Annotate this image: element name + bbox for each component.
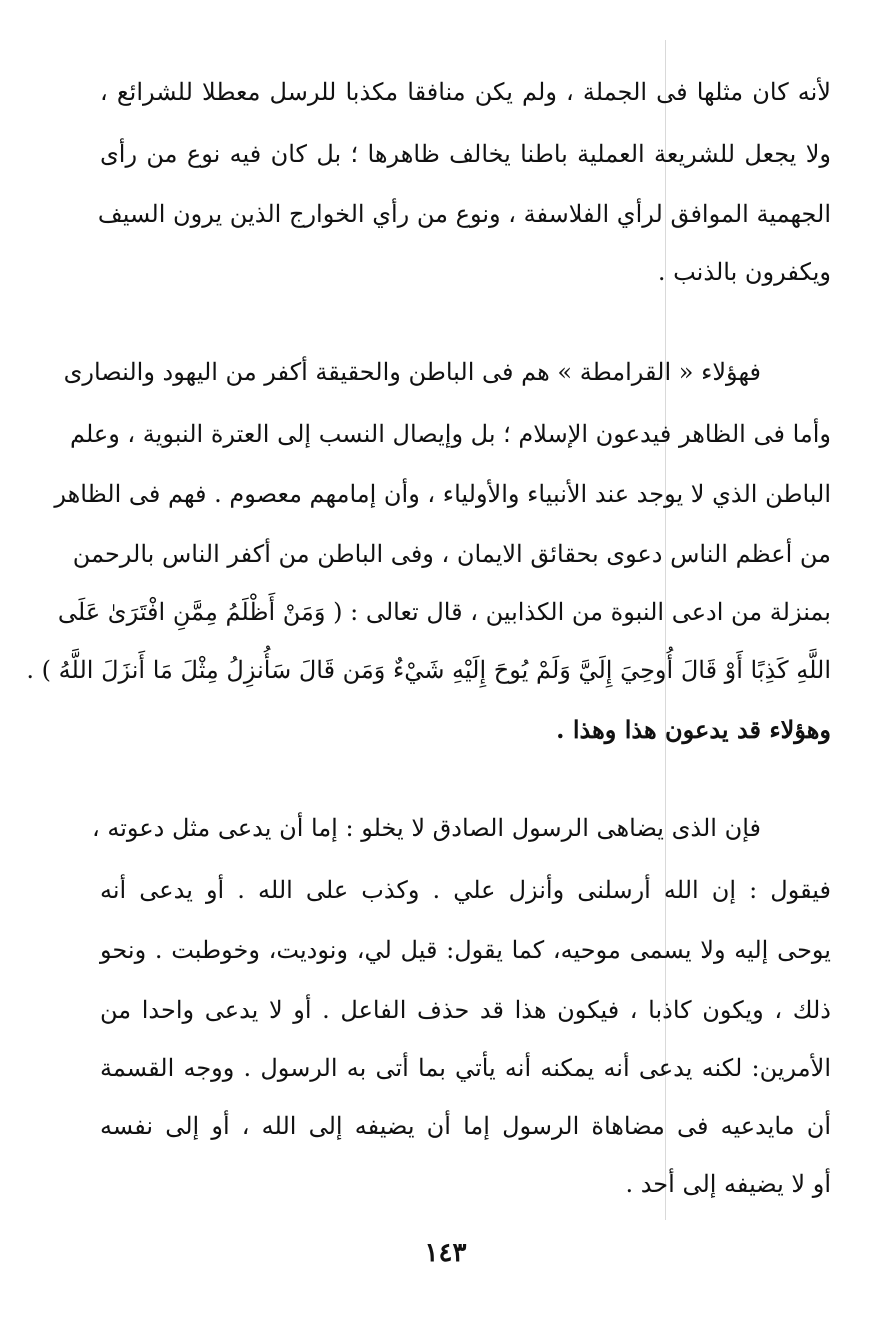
page-number: ١٤٣: [424, 1238, 467, 1268]
text-line: ويكفرون بالذنب .: [657, 258, 831, 286]
text-line: فيقول : إن الله أرسلنى وأنزل علي . وكذب على الله . أو يدعى أنه: [100, 876, 831, 904]
quran-verse-line: اللَّهِ كَذِبًا أَوْ قَالَ أُوحِيَ إِلَيَّ وَلَمْ يُوحَ إِلَيْهِ شَيْءٌ وَمَن قَالَ سَأُنزِلُ مِثْلَ مَا أَنزَلَ اللَّهُ ) .: [26, 656, 831, 684]
text-line: الباطن الذي لا يوجد عند الأنبياء والأولياء ، وأن إمامهم معصوم . فهم فى الظاهر: [54, 480, 831, 508]
text-line: بمنزلة من ادعى النبوة من الكذابين ، قال تعالى : ( وَمَنْ أَظْلَمُ مِمَّنِ افْتَرَىٰ عَلَى: [57, 598, 831, 626]
text-line: أن مايدعيه فى مضاهاة الرسول إما أن يضيفه إلى الله ، أو إلى نفسه: [100, 1112, 831, 1140]
text-line: أو لا يضيفه إلى أحد .: [625, 1170, 831, 1198]
text-line: فإن الذى يضاهى الرسول الصادق لا يخلو : إما أن يدعى مثل دعوته ،: [92, 814, 761, 842]
text-line: ذلك ، ويكون كاذبا ، فيكون هذا قد حذف الفاعل . أو لا يدعى واحدا من: [100, 996, 831, 1024]
text-line: الأمرين: لكنه يدعى أنه يمكنه أنه يأتي بما أتى به الرسول . ووجه القسمة: [100, 1054, 831, 1082]
text-line: ولا يجعل للشريعة العملية باطنا يخالف ظاهرها ؛ بل كان فيه نوع من رأى: [100, 140, 831, 168]
text-line: الجهمية الموافق لرأي الفلاسفة ، ونوع من رأي الخوارج الذين يرون السيف: [97, 200, 831, 228]
text-line: من أعظم الناس دعوى بحقائق الايمان ، وفى الباطن من أكفر الناس بالرحمن: [72, 540, 831, 568]
text-line: وهؤلاء قد يدعون هذا وهذا .: [556, 715, 831, 744]
text-line: يوحى إليه ولا يسمى موحيه، كما يقول: قيل لي، ونوديت، وخوطبت . ونحو: [100, 936, 831, 964]
text-line: فهؤلاء « القرامطة » هم فى الباطن والحقيقة أكفر من اليهود والنصارى: [63, 358, 761, 386]
text-line: وأما فى الظاهر فيدعون الإسلام ؛ بل وإيصال النسب إلى العترة النبوية ، وعلم: [69, 420, 831, 448]
text-line: لأنه كان مثلها فى الجملة ، ولم يكن منافقا مكذبا للرسل معطلا للشرائع ،: [100, 78, 831, 106]
